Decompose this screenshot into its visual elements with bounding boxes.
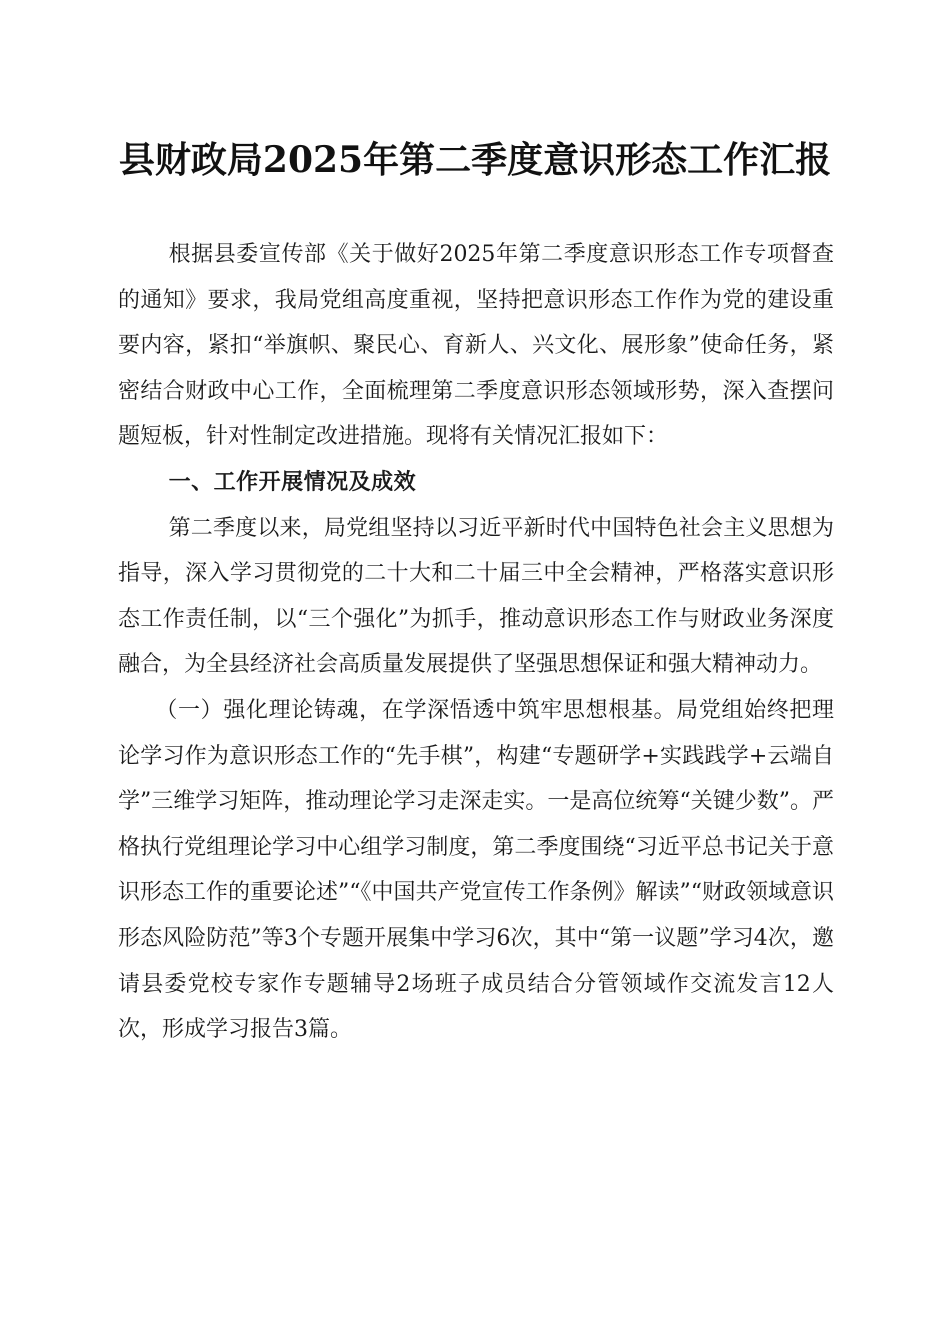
- document-title: 县财政局2025年第二季度意识形态工作汇报: [118, 139, 832, 181]
- subsection-paragraph: （一）强化理论铸魂，在学深悟透中筑牢思想根基。局党组始终把理论学习作为意识形态工作的“先手棋”，构建“专题研学+实践践学+云端自学”三维学习矩阵，推动理论学习走深走实。一是高位统筹“关键少数”。严格执行党组理论学习中心组学习制度，第二季度围绕“习近平总书记关于意识形态工作的重要论述”“《中国共产党宣传工作条例》解读”“财政领域意识形态风险防范”等3个专题开展集中学习6次，其中“第一议题”学习4次，邀请县委党校专家作专题辅导2场班子成员结合分管领域作交流发言12人次，形成学习报告3篇。: [118, 697, 834, 1043]
- document-body: [118, 232, 834, 1053]
- section-summary-paragraph: 第二季度以来，局党组坚持以习近平新时代中国特色社会主义思想为指导，深入学习贯彻党的二十大和二十届三中全会精神，严格落实意识形态工作责任制，以“三个强化”为抓手，推动意识形态工作与财政业务深度融合，为全县经济社会高质量发展提供了坚强思想保证和强大精神动力。: [118, 515, 834, 678]
- section-heading: 一、工作开展情况及成效: [168, 469, 417, 495]
- intro-paragraph: 根据县委宣传部《关于做好2025年第二季度意识形态工作专项督查的通知》要求，我局党组高度重视，坚持把意识形态工作作为党的建设重要内容，紧扣“举旗帜、聚民心、育新人、兴文化、展形象”使命任务，紧密结合财政中心工作，全面梳理第二季度意识形态领域形势，深入查摆问题短板，针对性制定改进措施。现将有关情况汇报如下：: [118, 242, 834, 450]
